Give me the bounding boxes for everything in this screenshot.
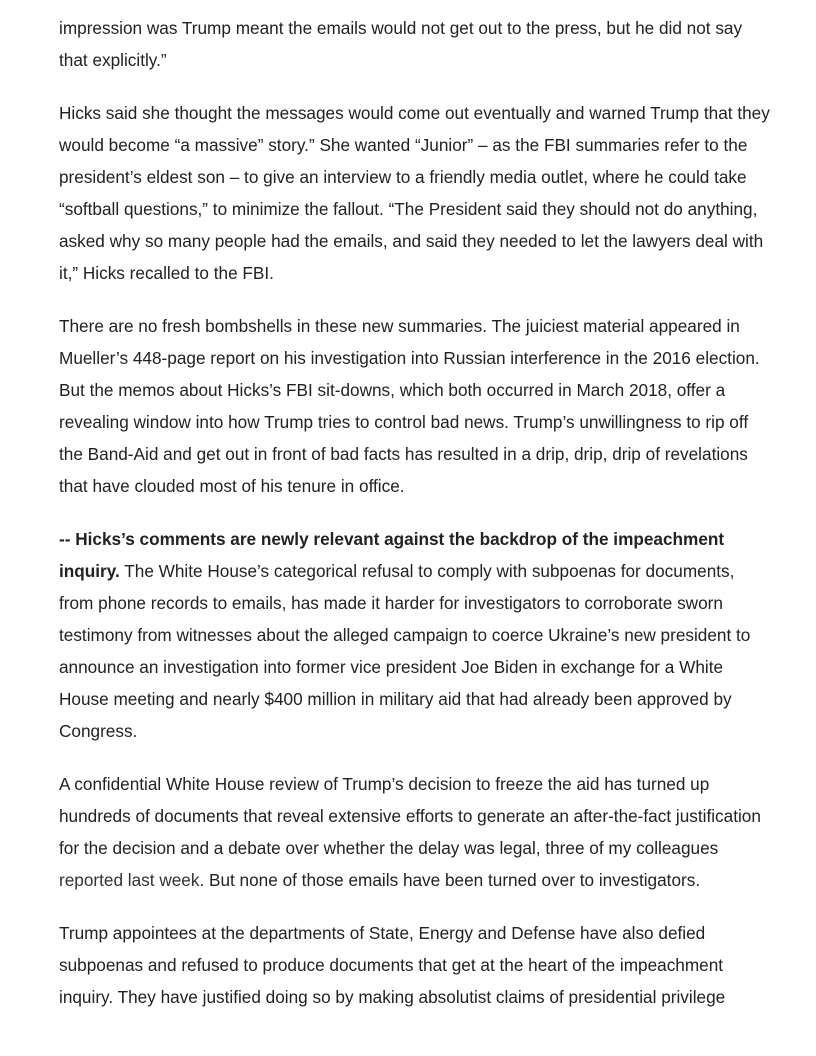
paragraph-4 bbox=[59, 523, 771, 747]
paragraph-4-text: The White House’s categorical refusal to comply with subpoenas for documents, from phone records to emails, has made it harder for investigators to corroborate sworn testimony from witnesses about the alleged campaign to coerce Ukraine’s new president to announce an investigation into former vice president Joe Biden in exchange for a White House meeting and nearly $400 million in military aid that had already been approved by Congress. bbox=[59, 561, 751, 741]
reported-last-week-link[interactable]: reported last week bbox=[59, 870, 200, 890]
paragraph-3: There are no fresh bombshells in these new summaries. The juiciest material appeared in Mueller’s 448-page report on his investigation into Russian interference in the 2016 election. But the memos about Hicks’s FBI sit-downs, which both occurred in March 2018, offer a revealing window into how Trump tries to control bad news. Trump’s unwillingness to rip off the Band-Aid and get out in front of bad facts has resulted in a drip, drip, drip of revelations that have clouded most of his tenure in office. bbox=[59, 316, 760, 496]
article-body bbox=[59, 12, 771, 1034]
paragraph-5-text-after: . But none of those emails have been turned over to investigators. bbox=[199, 870, 701, 890]
paragraph-2: Hicks said she thought the messages would come out eventually and warned Trump that they would become “a massive” story.” She wanted “Junior” – as the FBI summaries refer to the president’s eldest son – to give an interview to a friendly media outlet, where he could take “softball questions,” to minimize the fallout. “The President said they should not do anything, asked why so many people had the emails, and said they needed to let the lawyers deal with it,” Hicks recalled to the FBI. bbox=[59, 103, 770, 283]
paragraph-6: Trump appointees at the departments of State, Energy and Defense have also defied subpoenas and refused to produce documents that get at the heart of the impeachment inquiry. They have justified doing so by making absolutist claims of presidential privilege bbox=[59, 923, 726, 1007]
paragraph-4-lead: -- Hicks’s comments are newly relevant against the backdrop of the impeachment inquiry. bbox=[59, 529, 725, 581]
paragraph-1: impression was Trump meant the emails would not get out to the press, but he did not say that explicitly.” bbox=[59, 18, 743, 70]
paragraph-5 bbox=[59, 768, 771, 896]
paragraph-5-text-before: A confidential White House review of Trump’s decision to freeze the aid has turned up hundreds of documents that reveal extensive efforts to generate an after-the-fact justification for the decision and a debate over whether the delay was legal, three of my colleagues bbox=[59, 774, 761, 858]
